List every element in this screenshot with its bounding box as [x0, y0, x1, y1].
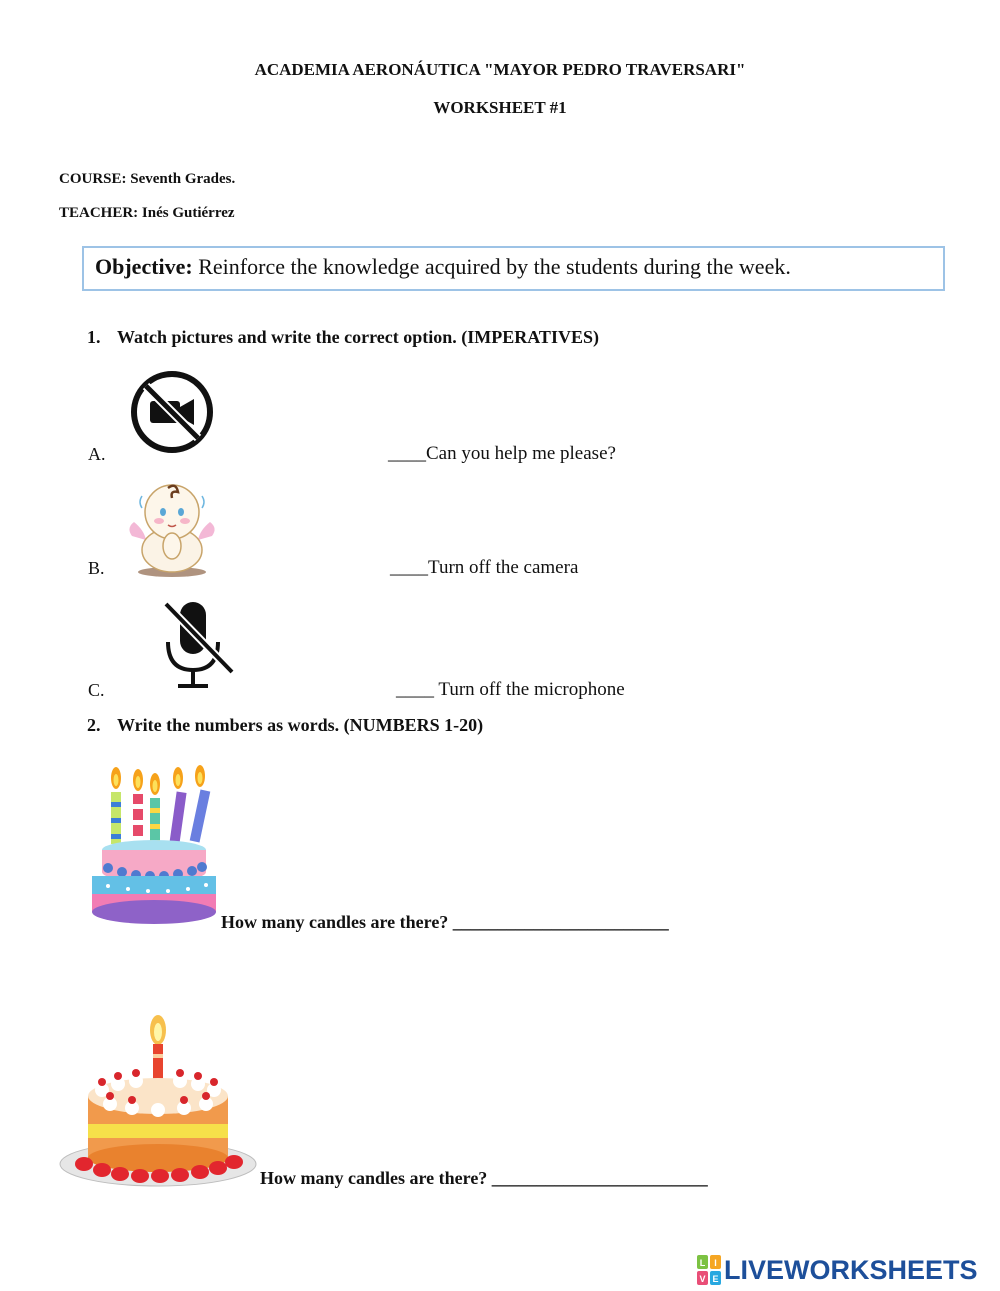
option-a-letter: A. — [88, 444, 106, 464]
option-b-letter: B. — [88, 558, 105, 578]
teacher-info: TEACHER: Inés Gutiérrez — [59, 205, 235, 221]
logo-letter-i: I — [714, 1258, 717, 1268]
option-c-text: ____ Turn off the microphone — [396, 679, 625, 700]
section2-heading-text: Write the numbers as words. (NUMBERS 1-20) — [117, 715, 484, 735]
objective-label: Objective: — [95, 254, 193, 279]
option-a-text: ____Can you help me please? — [388, 443, 616, 464]
worksheet-title: WORKSHEET #1 — [433, 98, 567, 117]
section1-number: 1. — [87, 327, 101, 347]
cake2-question[interactable]: How many candles are there? ________________________ — [260, 1168, 708, 1188]
section2-number: 2. — [87, 715, 101, 735]
section2-heading — [0, 715, 1000, 739]
section1-heading — [0, 327, 1000, 351]
praying-baby-icon — [124, 478, 220, 578]
no-camera-icon — [128, 368, 216, 456]
section1-heading-text: Watch pictures and write the correct option. (IMPERATIVES) — [117, 327, 599, 347]
option-c-letter: C. — [88, 680, 105, 700]
option-b-text: ____Turn off the camera — [390, 557, 579, 578]
objective-text: Reinforce the knowledge acquired by the students during the week. — [192, 254, 791, 279]
logo-letter-v: V — [699, 1274, 706, 1284]
muted-microphone-icon — [158, 598, 238, 692]
cake1-question[interactable]: How many candles are there? ________________________ — [221, 912, 669, 932]
logo-letter-l: L — [699, 1258, 706, 1268]
logo-letter-e: E — [712, 1274, 719, 1284]
birthday-cake-one-candle-icon — [58, 1014, 258, 1190]
liveworksheets-logo — [697, 1253, 978, 1287]
birthday-cake-five-candles-icon — [88, 764, 220, 926]
objective-box — [82, 246, 945, 291]
school-title: ACADEMIA AERONÁUTICA "MAYOR PEDRO TRAVERSARI" — [254, 60, 746, 79]
liveworksheets-logo-text: LIVEWORKSHEETS — [724, 1254, 978, 1285]
liveworksheets-logo-icon — [697, 1255, 721, 1285]
course-info: COURSE: Seventh Grades. — [59, 171, 236, 187]
